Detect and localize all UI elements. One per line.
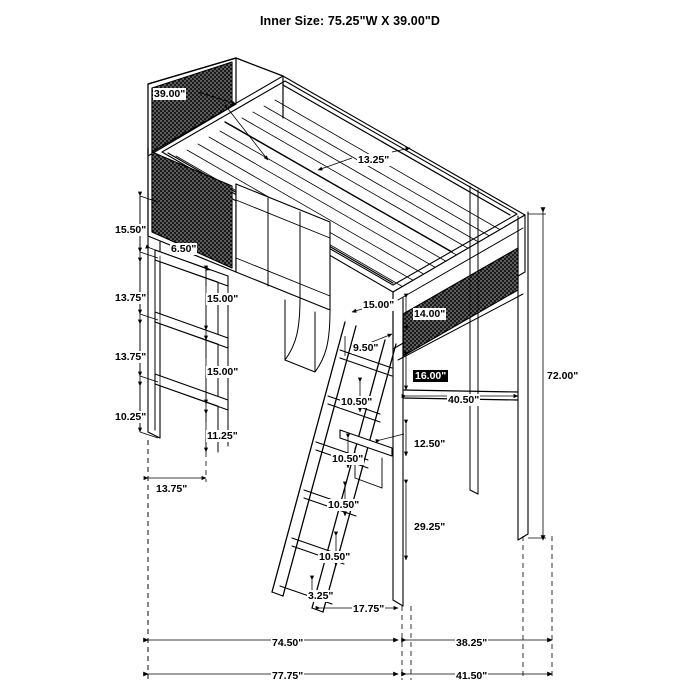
dimension-label: 15.00" (363, 299, 395, 311)
dimension-label: 40.50" (448, 394, 480, 406)
dimension-label: 15.00" (207, 366, 239, 378)
dimension-label: 13.75" (115, 292, 147, 304)
dimension-label: 9.50" (353, 342, 379, 354)
dimension-label: 38.25" (456, 637, 488, 649)
dimension-label: 13.75" (115, 351, 147, 363)
dimension-label: 10.25" (115, 411, 147, 423)
dimension-label: 13.75" (156, 483, 188, 495)
dimension-label: 17.75" (353, 603, 385, 615)
dimension-label: 10.50" (319, 551, 351, 563)
dimension-label: 15.50" (115, 224, 147, 236)
dimension-label: 3.25" (308, 590, 334, 602)
dimension-label: 16.00" (415, 370, 447, 382)
dimension-label: 77.75" (272, 670, 304, 682)
dimension-label: 10.50" (332, 453, 364, 465)
dimension-label: 41.50" (456, 670, 488, 682)
dimension-label: 12.50" (414, 438, 446, 450)
dimension-label: 14.00" (414, 308, 446, 320)
dimension-label: 72.00" (547, 370, 579, 382)
dimension-label: 6.50" (171, 243, 197, 255)
dimension-label: 10.50" (341, 396, 373, 408)
dimension-label: 10.50" (328, 499, 360, 511)
page-title: Inner Size: 75.25"W X 39.00"D (259, 14, 441, 28)
dimension-label: 39.00" (154, 88, 186, 100)
dimension-label: 29.25" (414, 521, 446, 533)
dimension-label: 74.50" (272, 637, 304, 649)
dimension-label: 15.00" (207, 293, 239, 305)
dimension-label: 13.25" (358, 154, 390, 166)
dimension-label: 11.25" (207, 430, 238, 442)
